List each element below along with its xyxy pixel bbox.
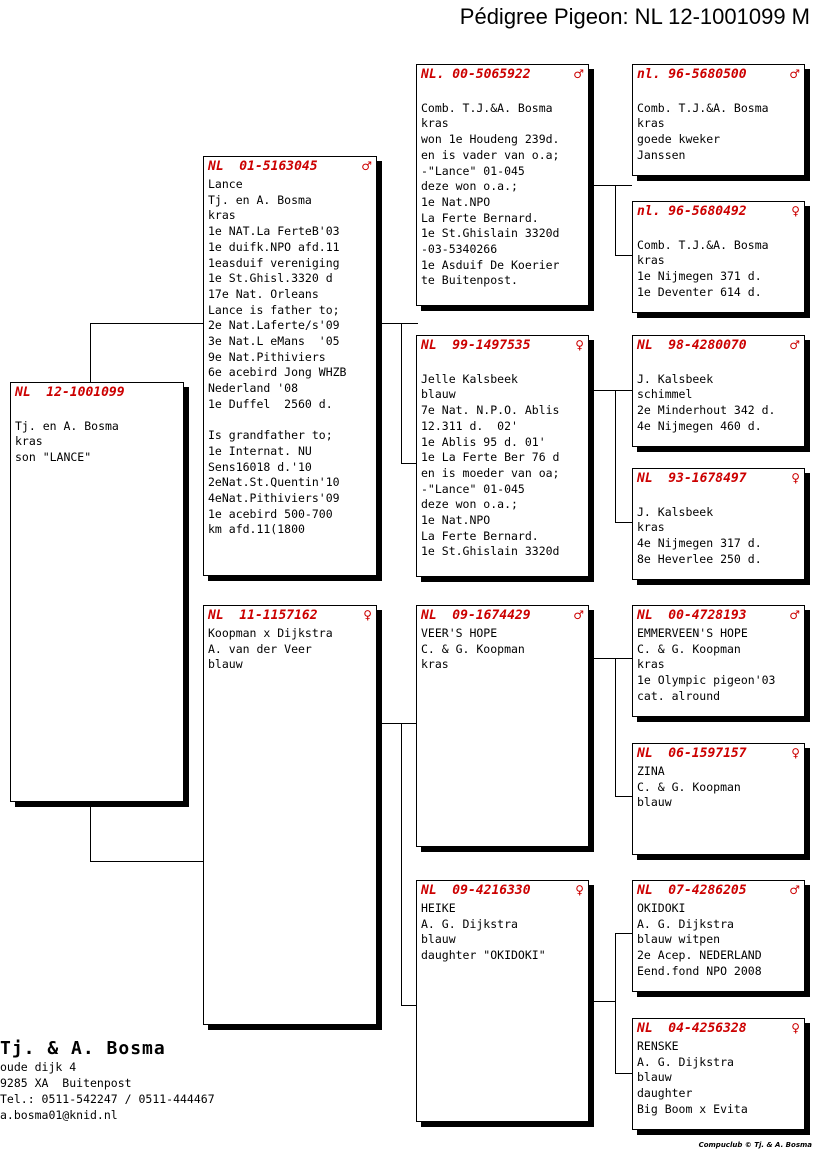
detail-line: C. & G. Koopman (637, 641, 741, 656)
detail-line (421, 356, 584, 372)
detail-line: 1e Nat.NPO (421, 513, 491, 528)
detail-line: 8e Heverlee 250 d. (637, 551, 762, 566)
connector (590, 185, 632, 186)
sex-icon: ♀ (575, 883, 584, 897)
detail-line (637, 222, 800, 238)
pigeon-card (203, 156, 377, 576)
connector (615, 933, 632, 934)
detail-line: OKIDOKI (637, 901, 686, 915)
detail-line: kras (421, 116, 449, 131)
pigeon-header (637, 746, 800, 764)
detail-line: A. G. Dijkstra (637, 1054, 734, 1069)
detail-line: 1e duifk.NPO afd.11 (208, 239, 340, 254)
ring-number: NL 09-1674429 (421, 608, 531, 623)
detail-line: Comb. T.J.&A. Bosma (421, 100, 553, 115)
detail-line: Koopman x Dijkstra (208, 626, 333, 640)
sex-icon: ♀ (791, 1021, 800, 1035)
pigeon-card (416, 64, 589, 306)
connector (401, 323, 402, 463)
pigeon-card (632, 201, 805, 313)
ring-number: nl. 96-5680492 (637, 204, 747, 219)
ring-number: NL 12-1001099 (15, 385, 125, 400)
connector (378, 323, 418, 324)
pigeon-details (208, 626, 372, 673)
detail-line: 9e Nat.Pithiviers (208, 349, 326, 364)
detail-line: 17e Nat. Orleans (208, 286, 319, 301)
detail-line: 2e Minderhout 342 d. (637, 403, 776, 418)
detail-line: Jelle Kalsbeek (421, 371, 518, 386)
pigeon-details (421, 901, 584, 964)
detail-line: Is grandfather to; (208, 428, 333, 443)
ring-number: nl. 96-5680500 (637, 67, 747, 82)
detail-line: 4eNat.Pithiviers'09 (208, 491, 340, 506)
detail-line: 1e NAT.La FerteB'03 (208, 224, 340, 239)
pigeon-card (632, 64, 805, 176)
detail-line: Sens16018 d.'10 (208, 459, 312, 474)
pigeon-card (416, 605, 589, 847)
detail-line: kras (637, 657, 665, 672)
detail-line (637, 85, 800, 101)
detail-line: 12.311 d. 02' (421, 418, 518, 433)
connector (590, 658, 632, 659)
pigeon-header (637, 338, 800, 356)
owner-phone: Tel.: 0511-542247 / 0511-444467 (0, 1092, 215, 1106)
pigeon-card (10, 382, 184, 802)
pigeon-card (632, 1018, 805, 1130)
pigeon-details (637, 222, 800, 301)
pigeon-details (421, 626, 584, 673)
detail-line: 1e Duffel 2560 d. (208, 396, 333, 411)
detail-line: C. & G. Koopman (637, 779, 741, 794)
detail-line: 1e St.Ghislain 3320d (421, 544, 560, 559)
detail-line: kras (15, 434, 43, 449)
detail-line (421, 85, 584, 101)
detail-line: ZINA (637, 764, 665, 778)
detail-line: 1e La Ferte Ber 76 d (421, 450, 560, 465)
detail-line: daughter (637, 1086, 693, 1101)
detail-line: A. G. Dijkstra (637, 916, 734, 931)
detail-line: schimmel (637, 387, 693, 402)
sex-icon: ♀ (791, 471, 800, 485)
ring-number: NL 01-5163045 (208, 159, 318, 174)
detail-line: Lance (208, 177, 243, 191)
connector (590, 1001, 615, 1002)
ring-number: NL 93-1678497 (637, 471, 747, 486)
connector (615, 522, 632, 523)
detail-line: La Ferte Bernard. (421, 528, 539, 543)
detail-line: J. Kalsbeek (637, 504, 714, 519)
sex-icon: ♀ (363, 608, 372, 622)
connector (378, 723, 418, 724)
detail-line: Comb. T.J.&A. Bosma (637, 237, 769, 252)
detail-line: blauw (637, 1070, 672, 1085)
detail-line: deze won o.a.; (421, 497, 518, 512)
detail-line: en is moeder van oa; (421, 465, 560, 480)
pigeon-header (637, 471, 800, 489)
detail-line: 1e Nijmegen 371 d. (637, 269, 762, 284)
sex-icon: ♂ (789, 338, 800, 352)
detail-line: 2eNat.St.Quentin'10 (208, 475, 340, 490)
detail-line: 1e Ablis 95 d. 01' (421, 434, 546, 449)
pigeon-details (637, 1039, 800, 1118)
sex-icon: ♂ (789, 883, 800, 897)
detail-line (637, 356, 800, 372)
detail-line: 1e Nat.NPO (421, 194, 491, 209)
pigeon-details (15, 403, 179, 466)
detail-line: 4e Nijmegen 317 d. (637, 536, 762, 551)
connector (615, 255, 632, 256)
detail-line: 4e Nijmegen 460 d. (637, 418, 762, 433)
ring-number: NL. 00-5065922 (421, 67, 531, 82)
pigeon-header (421, 883, 584, 901)
detail-line: Nederland '08 (208, 381, 299, 396)
detail-line: J. Kalsbeek (637, 371, 714, 386)
pigeon-card (632, 605, 805, 717)
detail-line: te Buitenpost. (421, 273, 518, 288)
detail-line: 6e acebird Jong WHZB (208, 365, 347, 380)
pigeon-header (421, 67, 584, 85)
ring-number: NL 00-4728193 (637, 608, 747, 623)
detail-line: La Ferte Bernard. (421, 210, 539, 225)
detail-line: blauw (637, 795, 672, 810)
sex-icon: ♀ (791, 204, 800, 218)
pigeon-card (632, 335, 805, 447)
detail-line: kras (637, 520, 665, 535)
detail-line: cat. alround (637, 688, 721, 703)
connector (615, 1073, 632, 1074)
detail-line: -"Lance" 01-045 (421, 163, 525, 178)
pigeon-card (416, 335, 589, 577)
detail-line: 1easduif vereniging (208, 255, 340, 270)
pigeon-header (637, 883, 800, 901)
detail-line: 2e Acep. NEDERLAND (637, 948, 762, 963)
detail-line: kras (637, 253, 665, 268)
pigeon-card (203, 605, 377, 1025)
connector (615, 933, 616, 1073)
ring-number: NL 99-1497535 (421, 338, 531, 353)
owner-address: oude dijk 4 (0, 1060, 77, 1074)
pigeon-details (421, 356, 584, 560)
detail-line: 2e Nat.Laferte/s'09 (208, 318, 340, 333)
ring-number: NL 11-1157162 (208, 608, 318, 623)
pigeon-header (208, 159, 372, 177)
pigeon-details (637, 356, 800, 435)
credit-text: Compuclub © Tj. & A. Bosma (698, 1141, 812, 1149)
pigeon-card (632, 880, 805, 992)
sex-icon: ♂ (789, 67, 800, 81)
pigeon-header (15, 385, 179, 403)
detail-line: 1e Internat. NU (208, 443, 312, 458)
detail-line: 1e St.Ghislain 3320d (421, 226, 560, 241)
connector (401, 723, 402, 1005)
pigeon-card (416, 880, 589, 1122)
detail-line: C. & G. Koopman (421, 641, 525, 656)
detail-line: blauw (208, 657, 243, 672)
pigeon-details (208, 177, 372, 538)
pigeon-details (637, 901, 800, 980)
connector (615, 658, 616, 796)
connector (615, 796, 632, 797)
detail-line: 3e Nat.L eMans '05 (208, 334, 340, 349)
detail-line: 1e Olympic pigeon'03 (637, 673, 776, 688)
owner-city: 9285 XA Buitenpost (0, 1076, 132, 1090)
sex-icon: ♂ (361, 159, 372, 173)
sex-icon: ♂ (573, 67, 584, 81)
pigeon-card (632, 743, 805, 855)
sex-icon: ♂ (573, 608, 584, 622)
detail-line: HEIKE (421, 901, 456, 915)
detail-line: kras (208, 208, 236, 223)
pigeon-header (421, 338, 584, 356)
detail-line: Tj. en A. Bosma (15, 418, 119, 433)
pigeon-card (632, 468, 805, 580)
detail-line (15, 403, 179, 419)
detail-line: Lance is father to; (208, 302, 340, 317)
detail-line: Eend.fond NPO 2008 (637, 963, 762, 978)
pigeon-header (421, 608, 584, 626)
ring-number: NL 06-1597157 (637, 746, 747, 761)
detail-line: won 1e Houdeng 239d. (421, 132, 560, 147)
pigeon-details (637, 764, 800, 811)
detail-line: daughter "OKIDOKI" (421, 948, 546, 963)
detail-line: blauw (421, 387, 456, 402)
detail-line: 1e acebird 500-700 (208, 506, 333, 521)
detail-line: goede kweker (637, 132, 721, 147)
sex-icon: ♂ (789, 608, 800, 622)
connector (615, 185, 616, 255)
detail-line: 7e Nat. N.P.O. Ablis (421, 403, 560, 418)
connector (615, 390, 616, 522)
detail-line: EMMERVEEN'S HOPE (637, 626, 748, 640)
page-title: Pédigree Pigeon: NL 12-1001099 M (459, 4, 810, 29)
pigeon-header (637, 204, 800, 222)
pigeon-details (637, 626, 800, 705)
pigeon-header (637, 67, 800, 85)
detail-line: Janssen (637, 147, 686, 162)
detail-line: 1e Deventer 614 d. (637, 284, 762, 299)
detail-line: blauw (421, 932, 456, 947)
detail-line: -03-5340266 (421, 242, 498, 257)
detail-line: blauw witpen (637, 932, 721, 947)
detail-line: RENSKE (637, 1039, 679, 1053)
ring-number: NL 09-4216330 (421, 883, 531, 898)
connector (90, 861, 204, 862)
owner-email: a.bosma01@knid.nl (0, 1108, 118, 1122)
owner-block (0, 1038, 215, 1123)
sex-icon: ♀ (791, 746, 800, 760)
owner-name: Tj. & A. Bosma (0, 1038, 166, 1059)
pigeon-header (637, 608, 800, 626)
pigeon-details (637, 489, 800, 568)
detail-line: en is vader van o.a; (421, 147, 560, 162)
pigeon-header (208, 608, 372, 626)
detail-line: A. van der Veer (208, 641, 312, 656)
detail-line: 1e Asduif De Koerier (421, 257, 560, 272)
pigeon-details (637, 85, 800, 164)
connector (90, 323, 204, 324)
detail-line: Big Boom x Evita (637, 1101, 748, 1116)
detail-line: km afd.11(1800 (208, 522, 305, 537)
detail-line: A. G. Dijkstra (421, 916, 518, 931)
detail-line: son "LANCE" (15, 450, 92, 465)
ring-number: NL 07-4286205 (637, 883, 747, 898)
sex-icon: ♀ (575, 338, 584, 352)
detail-line: VEER'S HOPE (421, 626, 498, 640)
connector (590, 390, 632, 391)
detail-line: kras (637, 116, 665, 131)
detail-line: deze won o.a.; (421, 179, 518, 194)
ring-number: NL 98-4280070 (637, 338, 747, 353)
detail-line: 1e St.Ghisl.3320 d (208, 271, 333, 286)
detail-line (208, 413, 372, 429)
detail-line (637, 489, 800, 505)
ring-number: NL 04-4256328 (637, 1021, 747, 1036)
pigeon-header (637, 1021, 800, 1039)
detail-line: Comb. T.J.&A. Bosma (637, 100, 769, 115)
pigeon-details (421, 85, 584, 289)
detail-line: -"Lance" 01-045 (421, 481, 525, 496)
detail-line: Tj. en A. Bosma (208, 192, 312, 207)
detail-line: kras (421, 657, 449, 672)
